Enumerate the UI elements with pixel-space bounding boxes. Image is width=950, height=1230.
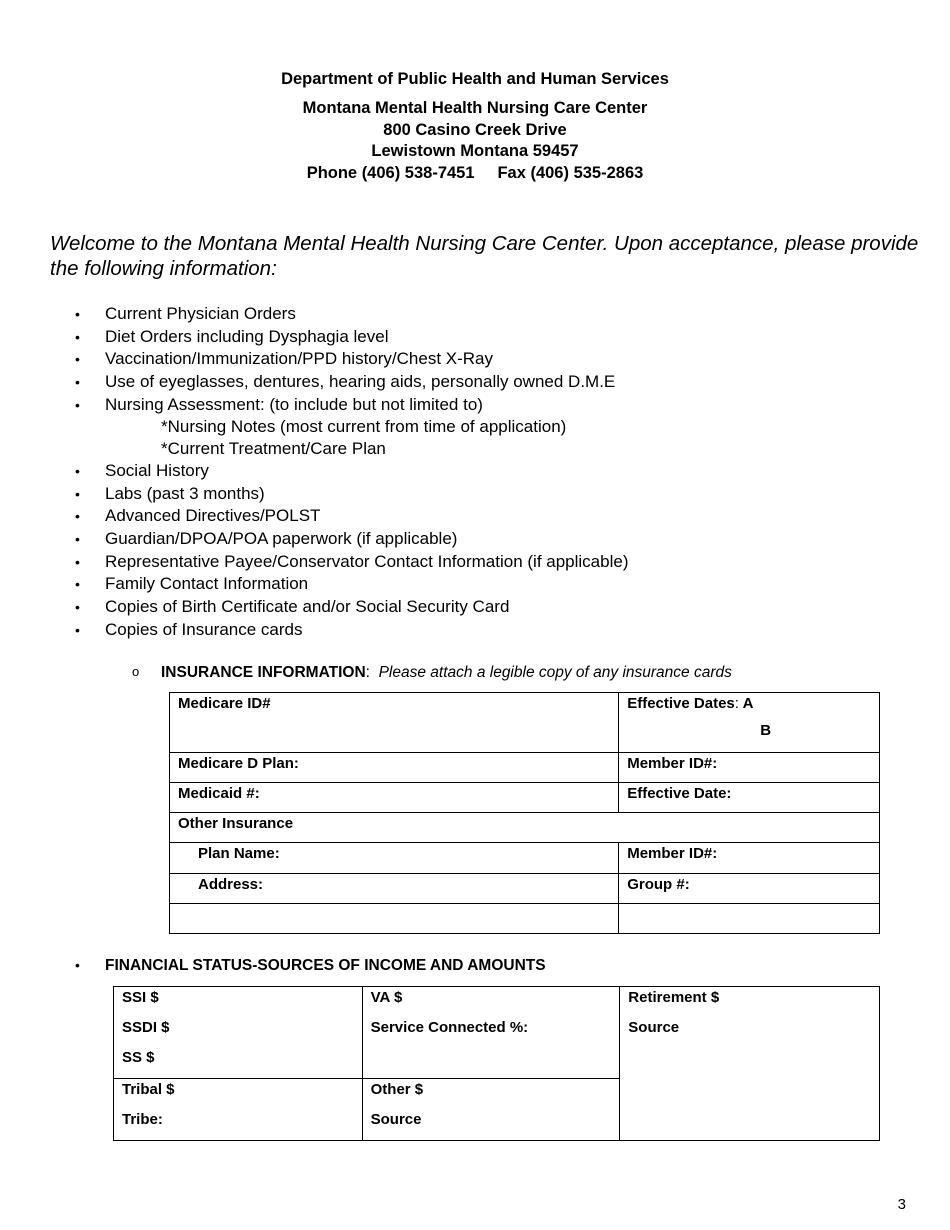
- list-item: [0, 597, 950, 620]
- bullet-icon: •: [75, 351, 80, 368]
- welcome-text: Welcome to the Montana Mental Health Nursing Care Center. Upon acceptance, please provide the following information:: [50, 232, 919, 280]
- effective-dates-field[interactable]: [619, 693, 880, 753]
- list-item: [0, 349, 950, 372]
- group-number-label: Group #:: [627, 876, 690, 893]
- table-row: [170, 753, 880, 783]
- requirements-list: [0, 304, 950, 642]
- bullet-icon: •: [75, 576, 80, 593]
- retirement-label: Retirement $: [628, 989, 720, 1006]
- list-item: [0, 484, 950, 507]
- list-item-text: Use of eyeglasses, dentures, hearing aids, personally owned D.M.E: [105, 372, 616, 392]
- member-id-2-label: Member ID#:: [627, 845, 718, 862]
- list-item: [0, 506, 950, 529]
- tribal-label: Tribal $: [122, 1081, 175, 1098]
- table-row: [170, 813, 880, 843]
- other-insurance-label: Other Insurance: [178, 815, 294, 832]
- address-label: Address:: [198, 876, 264, 893]
- effective-dates-label: Effective Dates: [627, 695, 735, 712]
- table-row: [170, 693, 880, 753]
- address-continued-field[interactable]: [170, 904, 619, 934]
- list-item-text: Family Contact Information: [105, 574, 309, 594]
- bullet-icon: •: [75, 374, 80, 391]
- effective-dates-colon: :: [734, 695, 739, 712]
- financial-heading-text: FINANCIAL STATUS-SOURCES OF INCOME AND AMOUNTS: [105, 957, 546, 974]
- bullet-icon: •: [75, 621, 80, 638]
- group-number-field[interactable]: [619, 874, 880, 904]
- ssi-label: SSI $: [122, 989, 159, 1006]
- retirement-source-label: Source: [628, 1019, 680, 1036]
- list-item: [0, 304, 950, 327]
- list-item-text: Guardian/DPOA/POA paperwork (if applicable): [105, 528, 458, 548]
- ss-label: SS $: [122, 1049, 155, 1066]
- va-cell[interactable]: [362, 987, 620, 1079]
- facility-address-line1: 800 Casino Creek Drive: [383, 120, 567, 139]
- effective-date-field[interactable]: [619, 783, 880, 813]
- bullet-icon: •: [75, 553, 80, 570]
- medicaid-label: Medicaid #:: [178, 785, 260, 802]
- sub-list-item-text: *Current Treatment/Care Plan: [161, 439, 386, 459]
- tribe-label: Tribe:: [122, 1111, 163, 1128]
- facility-header: [0, 98, 950, 184]
- list-item-text: Diet Orders including Dysphagia level: [105, 326, 389, 346]
- va-label: VA $: [370, 989, 403, 1006]
- department-title: Department of Public Health and Human Services: [281, 70, 669, 88]
- facility-phone-fax: Phone (406) 538-7451 Fax (406) 535-2863: [306, 163, 644, 182]
- list-item: [0, 372, 950, 395]
- list-item-text: Representative Payee/Conservator Contact Information (if applicable): [105, 551, 629, 571]
- list-item-text: Vaccination/Immunization/PPD history/Chest X-Ray: [105, 349, 494, 369]
- table-row: [170, 874, 880, 904]
- bullet-icon: •: [75, 508, 80, 525]
- list-item: [0, 327, 950, 350]
- bullet-icon: •: [75, 957, 80, 973]
- list-item: [0, 529, 950, 552]
- bullet-icon: •: [75, 598, 80, 615]
- table-row: [114, 987, 880, 1079]
- address-field[interactable]: [170, 874, 619, 904]
- effective-date-label: Effective Date:: [627, 785, 732, 802]
- insurance-note: Please attach a legible copy of any insurance cards: [378, 664, 732, 681]
- circle-bullet-icon: o: [132, 664, 140, 679]
- member-id-label: Member ID#:: [627, 755, 718, 772]
- facility-address-line2: Lewistown Montana 59457: [371, 142, 579, 160]
- effective-date-b-label: B: [760, 722, 772, 739]
- list-item-text: Copies of Birth Certificate and/or Social Security Card: [105, 596, 510, 616]
- service-connected-label: Service Connected %:: [370, 1019, 529, 1036]
- list-item: [0, 574, 950, 597]
- insurance-heading-text: [161, 664, 732, 682]
- plan-name-label: Plan Name:: [198, 845, 280, 862]
- bullet-icon: •: [75, 485, 80, 502]
- page-number: 3: [897, 1196, 906, 1213]
- other-income-label: Other $: [370, 1081, 424, 1098]
- sub-list-item: [0, 439, 950, 461]
- bullet-icon: •: [75, 306, 80, 322]
- effective-date-a-label: A: [742, 695, 754, 712]
- member-id-field[interactable]: [619, 753, 880, 783]
- table-row: [170, 783, 880, 813]
- sub-list-item: [0, 417, 950, 439]
- list-item-text: Copies of Insurance cards: [105, 619, 303, 639]
- list-item: [0, 395, 950, 418]
- insurance-heading-label: INSURANCE INFORMATION: [161, 664, 366, 681]
- table-row: [170, 843, 880, 874]
- bullet-icon: •: [75, 462, 80, 479]
- insurance-table: [169, 692, 880, 934]
- medicaid-field[interactable]: [170, 783, 619, 813]
- medicare-id-label: Medicare ID#: [178, 695, 271, 712]
- member-id-2-field[interactable]: [619, 843, 880, 874]
- list-item: [0, 461, 950, 484]
- plan-name-field[interactable]: [170, 843, 619, 874]
- bullet-icon: •: [75, 396, 80, 413]
- other-source-label: Source: [370, 1111, 422, 1128]
- blank-field[interactable]: [619, 904, 880, 934]
- tribal-cell[interactable]: [114, 1079, 363, 1141]
- sub-list-item-text: *Nursing Notes (most current from time of application): [161, 417, 567, 437]
- list-item-text: Current Physician Orders: [105, 304, 296, 323]
- medicare-d-plan-field[interactable]: [170, 753, 619, 783]
- medicare-id-field[interactable]: [170, 693, 619, 753]
- medicare-d-plan-label: Medicare D Plan:: [178, 755, 299, 772]
- list-item-text: Social History: [105, 460, 209, 480]
- list-item-text: Nursing Assessment: (to include but not limited to): [105, 394, 483, 414]
- facility-name: Montana Mental Health Nursing Care Center: [302, 99, 648, 117]
- benefits-cell[interactable]: [114, 987, 363, 1079]
- table-row: [170, 904, 880, 934]
- list-item: [0, 620, 950, 643]
- other-insurance-heading: [170, 813, 880, 843]
- list-item: [0, 552, 950, 575]
- retirement-cell[interactable]: [620, 987, 880, 1141]
- bullet-icon: •: [75, 530, 80, 547]
- other-income-cell[interactable]: [362, 1079, 620, 1141]
- bullet-icon: •: [75, 328, 80, 345]
- list-item-text: Labs (past 3 months): [105, 483, 265, 503]
- insurance-heading-colon: :: [365, 664, 370, 681]
- financial-table: [113, 986, 880, 1141]
- ssdi-label: SSDI $: [122, 1019, 170, 1036]
- list-item-text: Advanced Directives/POLST: [105, 506, 321, 526]
